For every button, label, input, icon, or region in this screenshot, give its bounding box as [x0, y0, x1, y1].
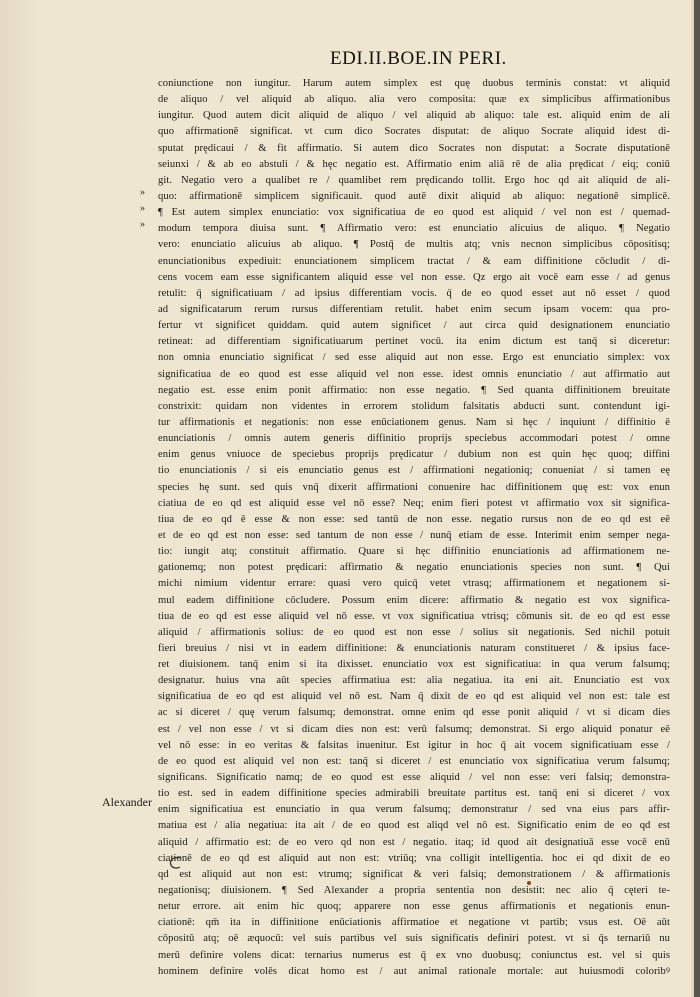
text-line: enunciationis / omnis autem generis diffinitio proprijs speciebus accommodari potest / omne — [158, 433, 670, 445]
text-line: significans. Significatio namq; de eo quod est esse aliquid / vel non esse: veri falsiq; demonstra- — [158, 772, 670, 784]
text-line: constrixit: quidam non videntes in errorem stolidum falsitatis abducti sunt. contendunt igi- — [158, 400, 670, 412]
text-line: mul eadem diffinitione cōcludere. Possum enim dicere: affirmatio & negatio est vox significa- — [158, 594, 670, 606]
text-line: retineat: ad differentiam significatiuarum pertinet vocū. ita enim dictum est tanq̄ si diceretur: — [158, 336, 670, 348]
margin-note: Alexander — [102, 795, 152, 809]
bottom-curl-mark — [168, 856, 184, 870]
text-line: significatiua de eo quod est esse aliquid vel non esse. idest omnis enunciatio / aut affirmatio aut — [158, 368, 670, 380]
text-line: non omnia enunciatio significat / sed esse aliquid aut non esse. Ergo est enunciatio simplex: vox — [158, 352, 670, 364]
body-text — [158, 76, 670, 980]
text-line: ciationē de eo qd est aliquid aut non est: vtriūq; vna colligit intelligentia. hoc ei qd dixit de eo — [158, 852, 670, 864]
text-line: ret diuisionem. tanq̄ enim si ita dixisset. enunciatio vox est significatiua: in qua verum falsumq; — [158, 659, 670, 671]
running-header: EDI.II.BOE.IN PERI. — [330, 48, 507, 69]
text-line: tio: iungit atq; constituit affirmatio. Quare si hęc diffinitio enunciationis ad affirmationem ne- — [158, 546, 670, 558]
text-line: ciationē: qm̄ ita in diffinitione enūciationis affirmatioe et negatione vt partib; vsus est. Oē aūt — [158, 917, 670, 929]
text-line: enim genus vniuoce de speciebus proprijs prędicatur / dubium non est quin hęc quoq; diffini — [158, 449, 670, 461]
text-line: sputat prędicaui / & fit affirmatio. Si autem dico Socrates non disputat: a Socrate disputationē — [158, 142, 670, 154]
text-line: designatur. huius vna aūt species affirmatiua est: alia negatiua. ita eni ait. Enunciatio est vox — [158, 675, 670, 687]
text-line: hominem definire volēs dicat homo est / aut animal rationale mortale: aut huiusmodi coloribꝰ — [158, 965, 670, 977]
text-line: est / vel non esse / vt si dicam dies non est: verū falsumq; demonstrat. Si ergo aliquid ponatur eē — [158, 723, 670, 735]
text-line: aliquid / affirmationis solius: de eo quod est non esse / solius sit negationis. Sed nichil potuit — [158, 626, 670, 638]
text-line: cens vocem eam esse significantem aliquid esse vel non esse. Qz ergo ait vocē eam esse / ad genus — [158, 271, 670, 283]
text-line: qd est aliquid aut non est: vtrumq; significat & veri falsiq; demonstrationem / & affirmationis — [158, 868, 670, 880]
text-line: modum tempora diuisa sunt. ¶ Affirmatio vero: est enunciatio alicuius de aliquo. ¶ Negatio — [158, 223, 670, 235]
text-line: quo: affirmationē simplicem significauit. quod autē dixit aliquid ab aliquo: negationē simplicē. — [158, 190, 670, 202]
text-line: netur errore. ait enim hic quoq; apparere non esse genus affirmationis et negationis enun- — [158, 901, 670, 913]
text-line: quo affirmationē significat. vt cum dico Socrates disputat: de aliquo Socrate aliquid idest di- — [158, 126, 670, 138]
text-line: retulit: q̄ significatiuam / ad ipsius differentiam vocis. q̄ de eo quod esset aut nō esset / quod — [158, 287, 670, 299]
text-line: cōpositū atq; oē æquocū: vel suis partibus vel suis significatis definiri potest. vt si q̄s ternariū nu — [158, 933, 670, 945]
text-line: et de eo qd est non esse: sed tantum de non esse / nunq̄ etiam de esse. Interimit enim semper nega- — [158, 529, 670, 541]
text-line: iungitur. Quod autem dicit aliquid de aliquo / vel aliquid ab aliquo: tale est. aliquid enim de ali — [158, 110, 670, 122]
ink-spot — [527, 881, 531, 885]
text-line: tiua de eo qd est esse aliquid vel nō esse. vt vox significatiua vtrisq; cōmunis sit. de eo qd est esse — [158, 610, 670, 622]
text-line: fertur vt significet quiddam. quid autem significet / aut circa quid designationem enunciatio — [158, 320, 670, 332]
margin-mark: » — [140, 219, 145, 230]
text-line: vero: enunciatio alicuius ab aliquo. ¶ Postq̄ de multis atq; vnis necnon simplicibus cōpositisq; — [158, 239, 670, 251]
text-line: michi nimium videntur errare: quasi vero quicq̄ vetet vtrasq; affirmationem et negationem si- — [158, 578, 670, 590]
text-line: merū definire volens dicat: ternarius numerus est q̄ ex vno duobusq; coniunctus est. vel si quis — [158, 949, 670, 961]
text-line: matiua est / alia negatiua: ita ait / de eo quod est aliqd vel nō est. Significatio enim de eo qd est — [158, 820, 670, 832]
text-line: enim significatiua est enunciatio in qua verum falsumq; demonstratur / sed vna eius pars affir- — [158, 804, 670, 816]
text-line: significatiua de eo qd est aliquid vel nō est. Nam q̄ dixit de eo qd est aliquid vel non est: tale est — [158, 691, 670, 703]
text-line: de aliquo / vel aliquid ab aliquo. alia vero composita: quæ ex simplicibus affirmationibus — [158, 94, 670, 106]
text-line: negationisq; diuisionem. ¶ Sed Alexander a propria sententia non desistit: nec alio q̄ cęteri te- — [158, 885, 670, 897]
page-edge-shadow — [694, 0, 700, 997]
text-line: git. Negatio vero a qualibet re / quamlibet rem prędicando tollit. Ergo hoc qd ait aliquid de ali- — [158, 174, 670, 186]
text-line: vel nō esse: in eo veritas & falsitas inuenitur. Est igitur in hoc q̄ ait vocem significatiuam esse / — [158, 739, 670, 751]
text-line: tiua de eo qd ē esse & non esse: sed tantū de non esse. negatio rursus non de eo qd est eē — [158, 513, 670, 525]
text-line: aliquid / affirmatio est: de eo vero qd non est / negatio. itaq; id quod ait designatiuā esse vocē enū — [158, 836, 670, 848]
text-line: negatio est. esse enim ponit affirmatio: non esse negatio. ¶ Sed quanta diffinitionem breuitate — [158, 384, 670, 396]
text-line: seiunxi / & ab eo abstuli / & hęc negatio est. Affirmatio enim aliā rē de alia prędicat / eiq; coniū — [158, 158, 670, 170]
text-line: gationemq; non potest prędicari: affirmatio & negatio enunciationis species non sunt. ¶ Qui — [158, 562, 670, 574]
text-line: ad significatarum rerum rursus differentiam retulit. habet enim secum ipsam vocem: qua pro- — [158, 303, 670, 315]
margin-mark: » — [140, 187, 145, 198]
text-line: species hę sunt. sed quis vnq̄ dixerit affirmationi conuenire hac diffinitionem quę est: vox enun — [158, 481, 670, 493]
margin-mark: » — [140, 203, 145, 214]
text-line: tur affirmationis et negationis: non esse enūciationem genus. Nam si hęc / inquiunt / diffinitio ē — [158, 416, 670, 428]
text-line: tio est. sed in eadem diffinitione species admirabili breuitate partitus est. tanq̄ eni si diceret / vox — [158, 788, 670, 800]
text-line: tio enunciationis / si eis enunciatio genus est / affirmationi negationiq; conueniat / si tamen eę — [158, 465, 670, 477]
text-line: de eo quod est aliquid vel non est: tanq̄ si diceret / est enunciatio vox significatiua verum falsumq; — [158, 755, 670, 767]
text-line: ¶ Est autem simplex enunciatio: vox significatiua de eo quod est aliquid / vel non est / quemad- — [158, 207, 670, 219]
text-line: ac si diceret / quę verum falsumq; demonstrat. omne enim qd esse ponit aliquid / vt si dicam dies — [158, 707, 670, 719]
text-line: fieri breuius / nisi vt in eadem diffinitione: & enunciationis naturam constitueret / & ipsius face- — [158, 642, 670, 654]
text-line: coniunctione non iungitur. Harum autem simplex est quę duobus terminis constat: vt aliquid — [158, 78, 670, 89]
text-line: enunciationibus expediuit: enunciationem simplicem tractat / & eam diffinitione cōcludit / di- — [158, 255, 670, 267]
text-line: ciatiua de eo qd est aliquid esse vel nō esse? Neq; enim fieri potest vt affirmatio vox sit significa- — [158, 497, 670, 509]
